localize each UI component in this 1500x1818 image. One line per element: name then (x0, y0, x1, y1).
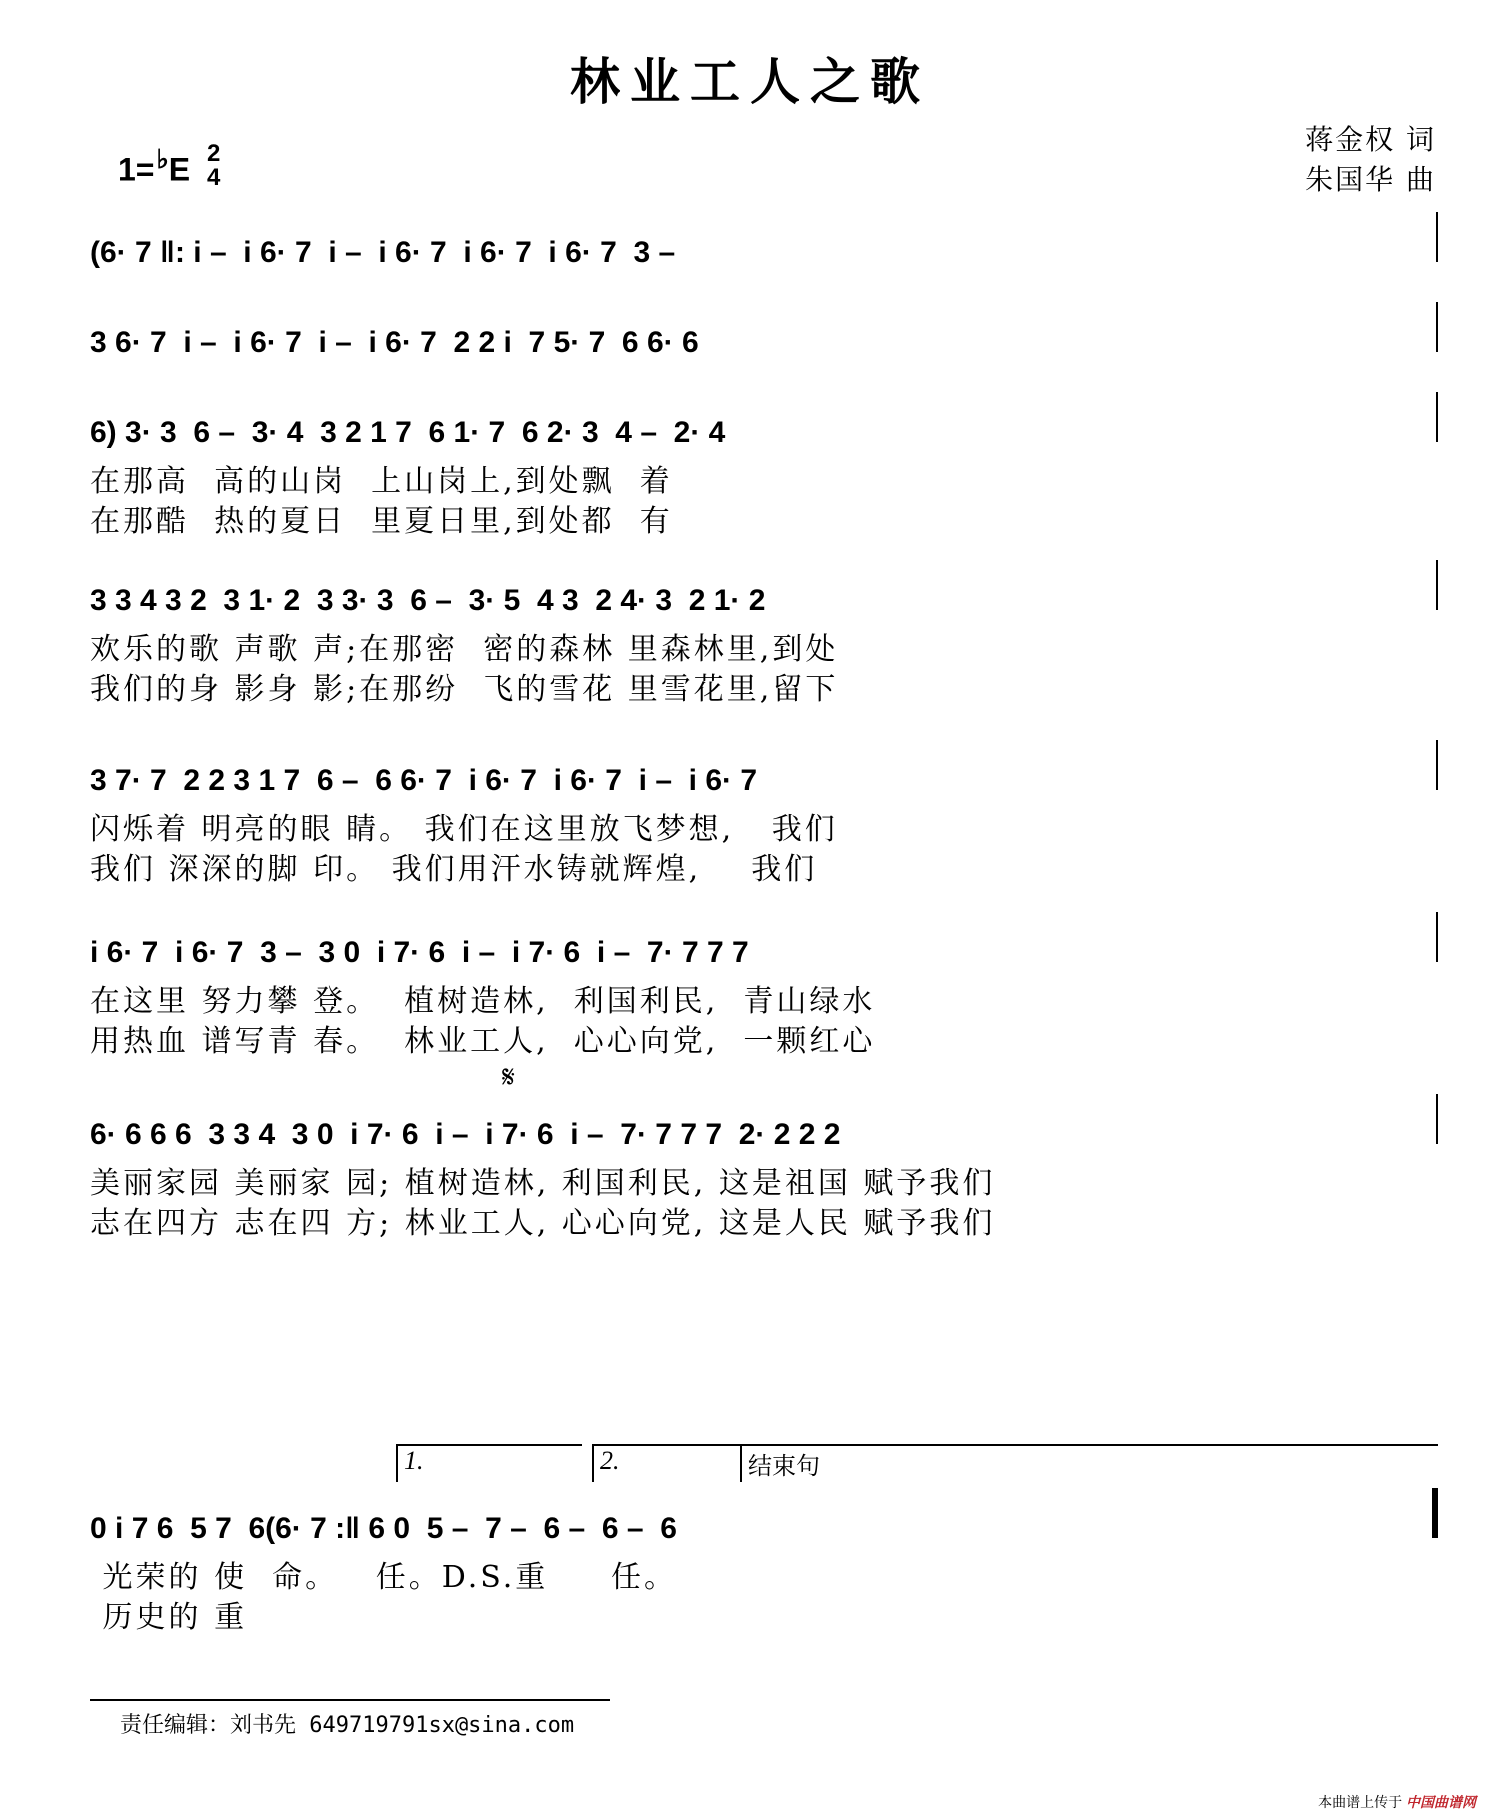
notation-line: 3 3 4 3 2 3 1· 2 3 3· 3 6 – 3· 5 4 3 2 4· 3 2 1· 2 (90, 584, 766, 617)
editor-credit: 责任编辑：刘书先 649719791sx@sina.com (120, 1713, 575, 1738)
lyrics-verse-1: 闪烁着 明亮的眼 睛。 我们在这里放飞梦想, 我们 (90, 812, 838, 847)
coda-ending-bracket: 结束句 (740, 1444, 1438, 1482)
lyrics-verse-1: 欢乐的歌 声歌 声;在那密 密的森林 里森林里,到处 (90, 632, 839, 667)
bar-line (1436, 560, 1438, 610)
lyrics-verse-1: 光荣的 使 命。 任。D.S.重 任。 (90, 1560, 677, 1595)
time-bottom: 4 (206, 164, 221, 191)
second-ending-bracket: 2. (592, 1444, 740, 1482)
lyrics-verse-1: 在这里 努力攀 登。 植树造林, 利国利民, 青山绿水 (90, 984, 876, 1019)
first-ending-bracket: 1. (396, 1444, 582, 1482)
lyrics-verse-2: 用热血 谱写青 春。 林业工人, 心心向党, 一颗红心 (90, 1024, 876, 1059)
lyrics-verse-1: 美丽家园 美丽家 园; 植树造林, 利国利民, 这是祖国 赋予我们 (90, 1166, 996, 1201)
lyrics-verse-2: 我们 深深的脚 印。 我们用汗水铸就辉煌, 我们 (90, 852, 818, 887)
footer-divider (90, 1699, 610, 1701)
score-system-8 (0, 1476, 1500, 1696)
bar-line (1436, 392, 1438, 442)
time-top: 2 (206, 140, 221, 167)
notation-line: 6) 3· 3 6 – 3· 4 3 2 1 7 6 1· 7 6 2· 3 4 – 2· 4 (90, 416, 726, 449)
lyricist-credit: 蒋金权 词 (1305, 123, 1436, 156)
segno-sign: 𝄋 (502, 1060, 515, 1095)
final-bar-line (1432, 1488, 1438, 1538)
lyrics-verse-2: 志在四方 志在四 方; 林业工人, 心心向党, 这是人民 赋予我们 (90, 1206, 996, 1241)
bar-line (1436, 302, 1438, 352)
notation-line: 3 6· 7 i – i 6· 7 i – i 6· 7 2 2 i 7 5· 7 6 6· 6 (90, 326, 699, 359)
bar-line (1436, 212, 1438, 262)
composer-credit: 朱国华 曲 (1305, 163, 1436, 196)
upload-notice (1318, 1792, 1476, 1812)
notation-line: 0 i 7 6 5 7 6(6· 7 :‖ 6 0 5 – 7 – 6 – 6 – 6 (90, 1512, 677, 1545)
lyrics-verse-2: 在那酷 热的夏日 里夏日里,到处都 有 (90, 504, 673, 539)
notation-line: 3 7· 7 2 2 3 1 7 6 – 6 6· 7 i 6· 7 i 6· 7 i – i 6· 7 (90, 764, 758, 797)
key-prefix: 1= (118, 151, 155, 188)
key-signature (118, 140, 221, 196)
notation-line: 6· 6 6 6 3 3 4 3 0 i 7· 6 i – i 7· 6 i – 7· 7 7 7 2· 2 2 2 (90, 1118, 841, 1151)
upload-prefix: 本曲谱上传于 (1318, 1794, 1403, 1810)
site-logo: 中国曲谱网 (1406, 1794, 1476, 1810)
song-title: 林业工人之歌 (570, 52, 930, 111)
score-system-7 (0, 1082, 1500, 1302)
bar-line (1436, 740, 1438, 790)
time-signature (207, 142, 220, 190)
notation-line: (6· 7 ‖: i – i 6· 7 i – i 6· 7 i 6· 7 i 6· 7 3 – (90, 236, 676, 269)
lyrics-verse-2: 历史的 重 (90, 1600, 248, 1635)
bar-line (1436, 1094, 1438, 1144)
notation-line: i 6· 7 i 6· 7 3 – 3 0 i 7· 6 i – i 7· 6 i – 7· 7 7 7 (90, 936, 749, 969)
flat-sign: ♭ (156, 144, 169, 175)
lyrics-verse-2: 我们的身 影身 影;在那纷 飞的雪花 里雪花里,留下 (90, 672, 839, 707)
key-note: E (168, 151, 191, 188)
bar-line (1436, 912, 1438, 962)
lyrics-verse-1: 在那高 高的山岗 上山岗上,到处飘 着 (90, 464, 673, 499)
